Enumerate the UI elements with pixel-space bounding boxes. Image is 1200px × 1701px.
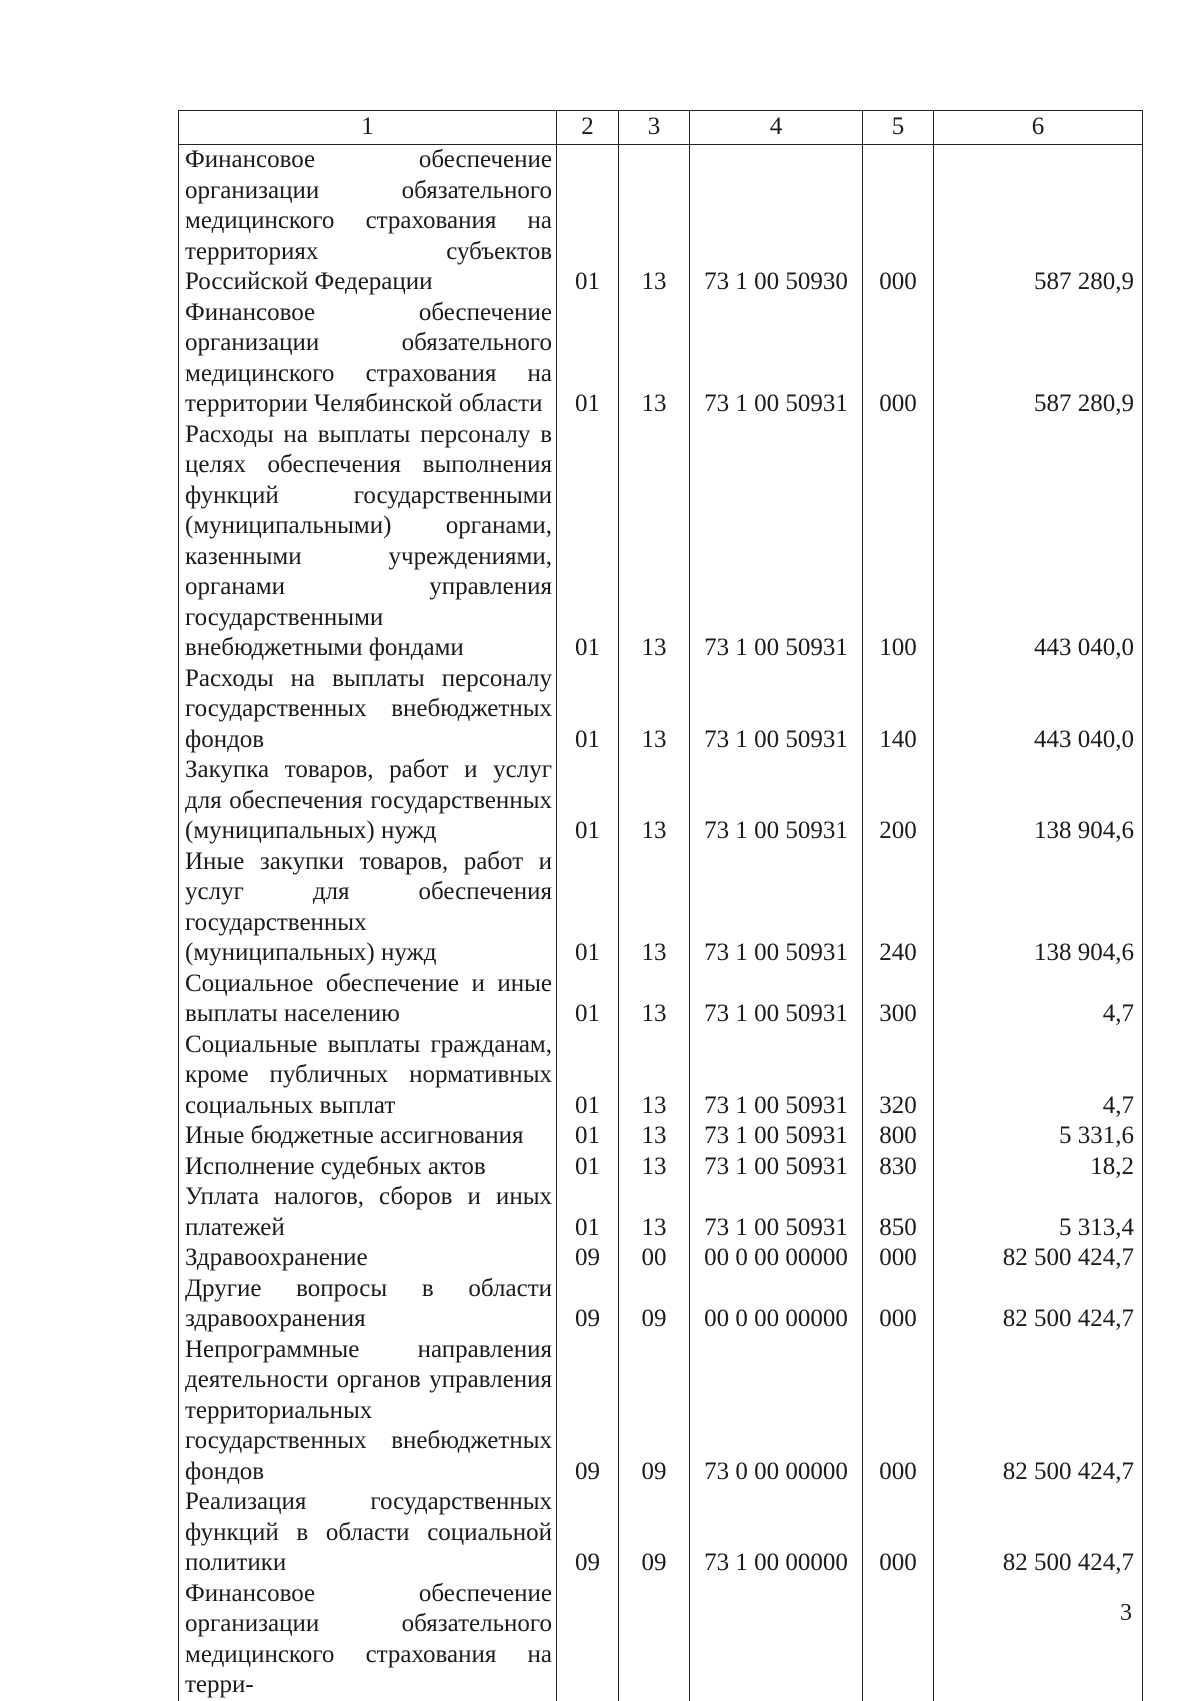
table-row: [179, 1487, 1143, 1579]
section-code: 09: [557, 1335, 619, 1488]
row-description: Уплата налогов, сборов и иных платежей: [179, 1182, 557, 1243]
row-description: Иные бюджетные ассигнования: [179, 1121, 557, 1152]
table-row: [179, 847, 1143, 969]
row-description: Социальное обеспечение и иные выплаты населению: [179, 969, 557, 1030]
amount-cell: 4,7: [934, 1030, 1143, 1122]
target-article-code: 73 1 00 50930: [690, 145, 863, 298]
row-description: Другие вопросы в области здравоохранения: [179, 1274, 557, 1335]
row-description: Исполнение судебных актов: [179, 1152, 557, 1183]
amount-cell: 82 500 424,7: [934, 1335, 1143, 1488]
expense-type-code: 850: [863, 1182, 934, 1243]
target-article-code: 73 1 00 50931: [690, 847, 863, 969]
row-description: Здравоохранение: [179, 1243, 557, 1274]
amount-cell: 587 280,9: [934, 145, 1143, 298]
subsection-code: 09: [619, 1335, 690, 1488]
column-header: 6: [934, 111, 1143, 145]
subsection-code: 09: [619, 1274, 690, 1335]
target-article-code: 73 1 00 50931: [690, 1152, 863, 1183]
subsection-code: 13: [619, 145, 690, 298]
row-description: Непрограммные направления деятельности органов управления территориальных государственных внебюджетных фондов: [179, 1335, 557, 1488]
subsection-code: 13: [619, 969, 690, 1030]
section-code: 01: [557, 1121, 619, 1152]
row-description: Расходы на выплаты персоналу государственных внебюджетных фондов: [179, 664, 557, 756]
subsection-code: 13: [619, 755, 690, 847]
expense-type-code: 000: [863, 1274, 934, 1335]
subsection-code: 13: [619, 1121, 690, 1152]
amount-cell: 82 500 424,7: [934, 1487, 1143, 1579]
subsection-code: 13: [619, 298, 690, 420]
amount-cell: 138 904,6: [934, 755, 1143, 847]
amount-cell: [934, 1579, 1143, 1701]
expense-type-code: 140: [863, 664, 934, 756]
section-code: 01: [557, 1182, 619, 1243]
target-article-code: 73 1 00 50931: [690, 1121, 863, 1152]
table-row: [179, 1182, 1143, 1243]
row-description: Социальные выплаты гражданам, кроме публичных нормативных социальных выплат: [179, 1030, 557, 1122]
expense-type-code: 300: [863, 969, 934, 1030]
amount-cell: 82 500 424,7: [934, 1274, 1143, 1335]
section-code: 01: [557, 1030, 619, 1122]
section-code: 09: [557, 1243, 619, 1274]
page-number: 3: [1120, 1600, 1132, 1626]
target-article-code: 00 0 00 00000: [690, 1243, 863, 1274]
expense-type-code: 240: [863, 847, 934, 969]
target-article-code: 73 1 00 50931: [690, 298, 863, 420]
section-code: 01: [557, 1152, 619, 1183]
column-header: 5: [863, 111, 934, 145]
subsection-code: 13: [619, 420, 690, 664]
column-header: 4: [690, 111, 863, 145]
subsection-code: 13: [619, 1030, 690, 1122]
expense-type-code: 100: [863, 420, 934, 664]
target-article-code: 00 0 00 00000: [690, 1274, 863, 1335]
amount-cell: 82 500 424,7: [934, 1243, 1143, 1274]
amount-cell: 18,2: [934, 1152, 1143, 1183]
section-code: 01: [557, 145, 619, 298]
target-article-code: 73 1 00 50931: [690, 420, 863, 664]
table-row: [179, 1335, 1143, 1488]
subsection-code: 13: [619, 664, 690, 756]
target-article-code: 73 1 00 50931: [690, 969, 863, 1030]
row-description: Финансовое обеспечение организации обязательного медицинского страхования на территории Челябинской области: [179, 298, 557, 420]
table-row: [179, 1274, 1143, 1335]
table-header-row: [179, 111, 1143, 145]
expense-type-code: 830: [863, 1152, 934, 1183]
amount-cell: 138 904,6: [934, 847, 1143, 969]
table-row: [179, 755, 1143, 847]
target-article-code: 73 1 00 50931: [690, 1182, 863, 1243]
subsection-code: 00: [619, 1243, 690, 1274]
target-article-code: [690, 1579, 863, 1701]
expense-type-code: 320: [863, 1030, 934, 1122]
subsection-code: 09: [619, 1487, 690, 1579]
target-article-code: 73 1 00 50931: [690, 1030, 863, 1122]
subsection-code: 13: [619, 847, 690, 969]
expense-type-code: 000: [863, 1243, 934, 1274]
row-description: Закупка товаров, работ и услуг для обеспечения государственных (муниципальных) нужд: [179, 755, 557, 847]
section-code: 09: [557, 1274, 619, 1335]
budget-table: [178, 110, 1143, 1701]
table-row: [179, 420, 1143, 664]
section-code: 01: [557, 969, 619, 1030]
table-row: [179, 969, 1143, 1030]
amount-cell: 5 331,6: [934, 1121, 1143, 1152]
table-row: [179, 145, 1143, 298]
section-code: 01: [557, 420, 619, 664]
table-row: [179, 1030, 1143, 1122]
target-article-code: 73 1 00 50931: [690, 755, 863, 847]
target-article-code: 73 1 00 50931: [690, 664, 863, 756]
amount-cell: 5 313,4: [934, 1182, 1143, 1243]
table-row: [179, 1579, 1143, 1701]
table-row: [179, 298, 1143, 420]
subsection-code: 13: [619, 1152, 690, 1183]
section-code: 01: [557, 298, 619, 420]
expense-type-code: 200: [863, 755, 934, 847]
table-row: [179, 664, 1143, 756]
table-row: [179, 1243, 1143, 1274]
target-article-code: 73 0 00 00000: [690, 1335, 863, 1488]
expense-type-code: 000: [863, 145, 934, 298]
subsection-code: [619, 1579, 690, 1701]
section-code: 01: [557, 755, 619, 847]
section-code: [557, 1579, 619, 1701]
target-article-code: 73 1 00 00000: [690, 1487, 863, 1579]
amount-cell: 587 280,9: [934, 298, 1143, 420]
amount-cell: 4,7: [934, 969, 1143, 1030]
section-code: 09: [557, 1487, 619, 1579]
row-description: Финансовое обеспечение организации обязательного медицинского страхования на терри-: [179, 1579, 557, 1701]
amount-cell: 443 040,0: [934, 420, 1143, 664]
expense-type-code: 800: [863, 1121, 934, 1152]
amount-cell: 443 040,0: [934, 664, 1143, 756]
column-header: 2: [557, 111, 619, 145]
subsection-code: 13: [619, 1182, 690, 1243]
expense-type-code: [863, 1579, 934, 1701]
expense-type-code: 000: [863, 1335, 934, 1488]
table-row: [179, 1121, 1143, 1152]
row-description: Иные закупки товаров, работ и услуг для обеспечения государственных (муниципальных) нужд: [179, 847, 557, 969]
table-body: [179, 145, 1143, 1701]
row-description: Расходы на выплаты персоналу в целях обеспечения выполнения функций государственными (муниципальными) органами, казенными учреждениями, органами управления государственными внебюджетными фондами: [179, 420, 557, 664]
section-code: 01: [557, 847, 619, 969]
column-header: 1: [179, 111, 557, 145]
expense-type-code: 000: [863, 1487, 934, 1579]
section-code: 01: [557, 664, 619, 756]
row-description: Финансовое обеспечение организации обязательного медицинского страхования на территориях субъектов Российской Федерации: [179, 145, 557, 298]
column-header: 3: [619, 111, 690, 145]
row-description: Реализация государственных функций в области социальной политики: [179, 1487, 557, 1579]
table-row: [179, 1152, 1143, 1183]
expense-type-code: 000: [863, 298, 934, 420]
